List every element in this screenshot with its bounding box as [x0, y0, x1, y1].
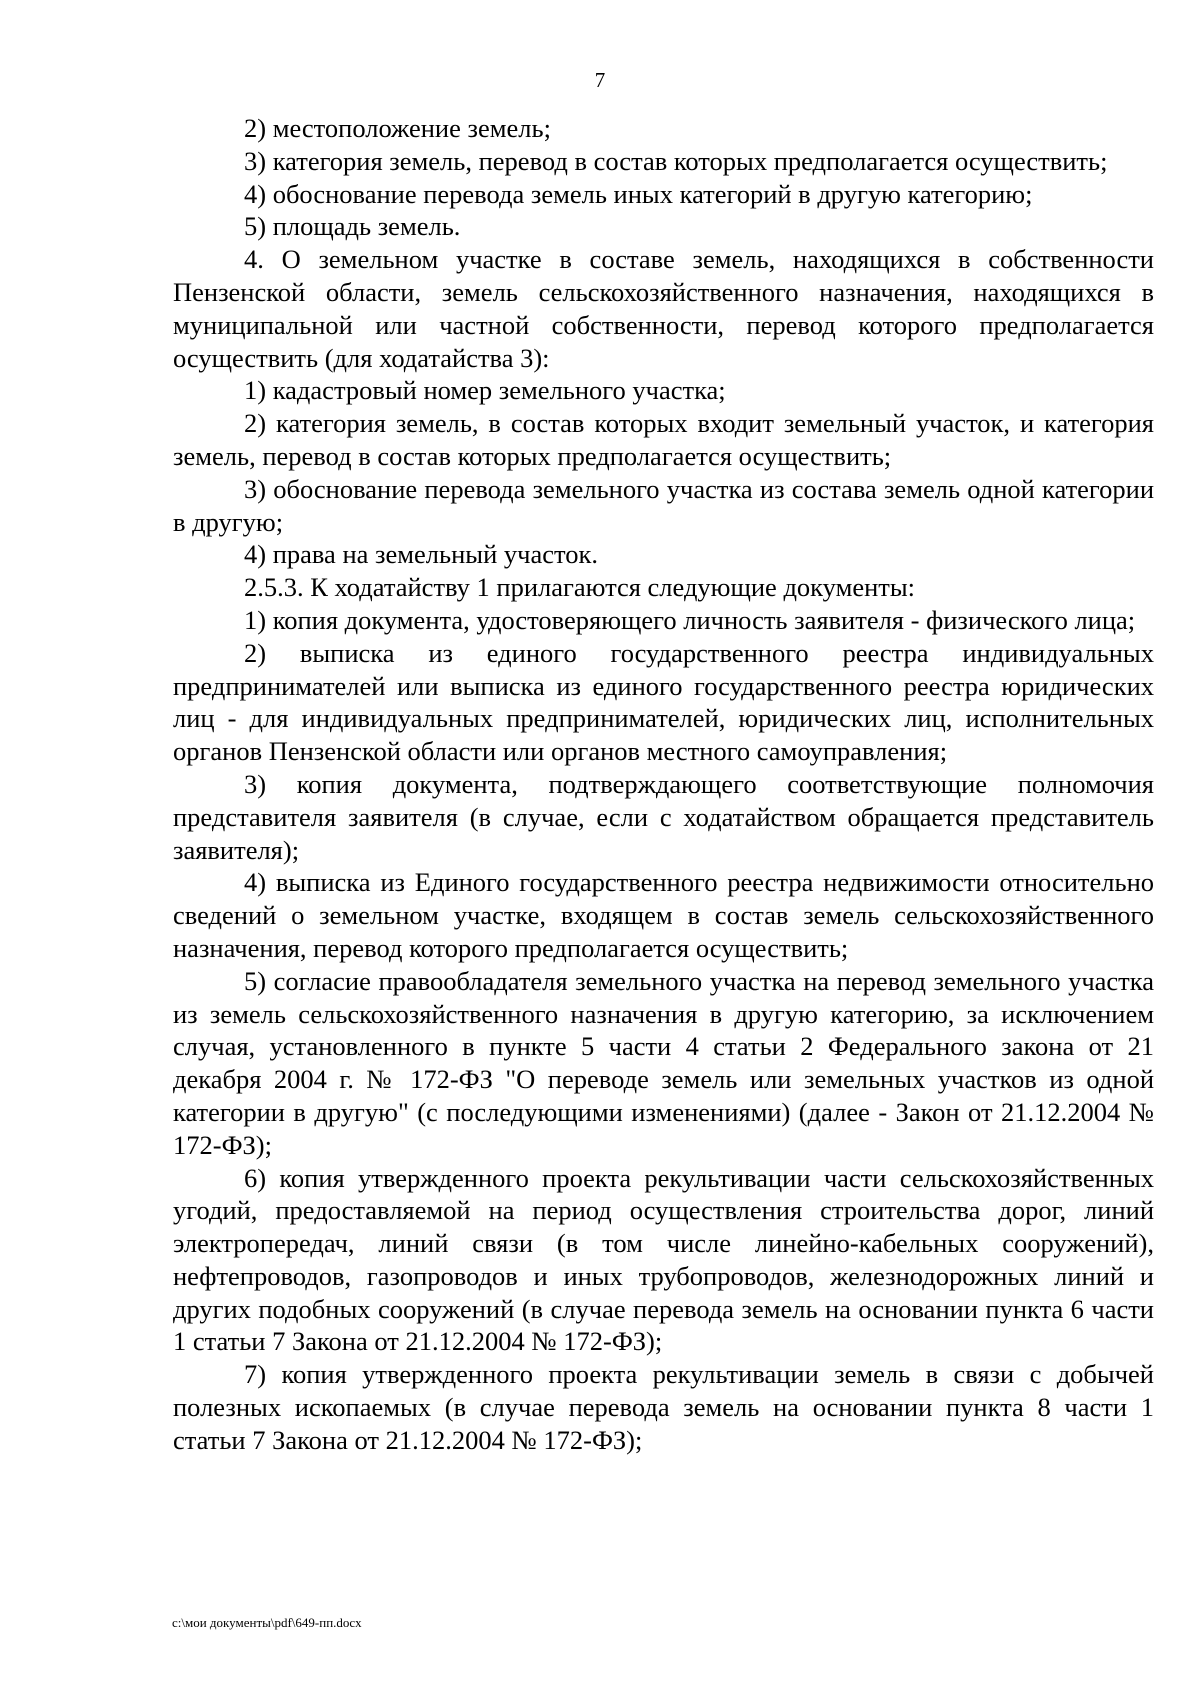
paragraph-section-4-land-plot: 4. О земельном участке в составе земель, находящихся в собственности Пензенской области, земель сельскохозяйственного назначения, находящихся в муниципальной или частной собственности, перевод которого предполагается осуществить (для ходатайства 3):	[173, 244, 1154, 373]
paragraph-item-2-land-category: 2) категория земель, в состав которых входит земельный участок, и категория земель, перевод в состав которых предполагается осуществить;	[173, 408, 1154, 471]
paragraph-doc-7-mining-recultivation: 7) копия утвержденного проекта рекультивации земель в связи с добычей полезных ископаемых (в случае перевода земель на основании пункта 8 части 1 статьи 7 Закона от 21.12.2004 № 172-ФЗ);	[173, 1359, 1154, 1455]
paragraph-item-1-cadastral-number: 1) кадастровый номер земельного участка;	[244, 375, 726, 406]
paragraph-doc-6-recultivation-project: 6) копия утвержденного проекта рекультивации части сельскохозяйственных угодий, предоставляемой на период осуществления строительства дорог, линий электропередач, линий связи (в том числе линейно-кабельных сооружений), нефтепроводов, газопроводов и иных трубопроводов, железнодорожных линий и других подобных сооружений (в случае перевода земель на основании пункта 6 части 1 статьи 7 Закона от 21.12.2004 № 172-ФЗ);	[173, 1162, 1154, 1357]
paragraph-doc-5-owner-consent: 5) согласие правообладателя земельного участка на перевод земельного участка из земель сельскохозяйственного назначения в другую категорию, за исключением случая, установленного в пункте 5 части 4 статьи 2 Федерального закона от 21 декабря 2004 г. № 172-ФЗ "О переводе земель или земельных участков из одной категории в другую" (с последующими изменениями) (далее - Закон от 21.12.2004 № 172-ФЗ);	[173, 965, 1154, 1160]
paragraph-doc-1-identity: 1) копия документа, удостоверяющего личность заявителя - физического лица;	[244, 604, 1136, 635]
document-body	[173, 112, 1154, 1457]
paragraph-section-2-5-3: 2.5.3. К ходатайству 1 прилагаются следующие документы:	[244, 572, 916, 603]
paragraph-item-5-area: 5) площадь земель.	[244, 211, 461, 242]
paragraph-item-3-plot-justification: 3) обоснование перевода земельного участка из состава земель одной категории в другую;	[173, 473, 1154, 537]
paragraph-doc-4-egrn-extract: 4) выписка из Единого государственного реестра недвижимости относительно сведений о земельном участке, входящем в состав земель сельскохозяйственного назначения, перевод которого предполагается осуществить;	[173, 867, 1154, 963]
paragraph-item-2-location: 2) местоположение земель;	[244, 113, 551, 143]
footer-file-path: c:\мои документы\pdf\649-пп.docx	[172, 1615, 362, 1630]
paragraph-doc-3-authority: 3) копия документа, подтверждающего соответствующие полномочия представителя заявителя (в случае, если с ходатайством обращается представитель заявителя);	[173, 768, 1154, 865]
paragraph-doc-2-registry-extract: 2) выписка из единого государственного реестра индивидуальных предпринимателей или выписка из единого государственного реестра юридических лиц - для индивидуальных предпринимателей, юридических лиц, исполнительных органов Пензенской области или органов местного самоуправления;	[173, 637, 1154, 767]
page-number: 7	[594, 68, 606, 92]
paragraph-item-4-rights: 4) права на земельный участок.	[244, 539, 598, 570]
paragraph-item-3-target-category: 3) категория земель, перевод в состав которых предполагается осуществить;	[244, 145, 1108, 176]
paragraph-item-4-justification: 4) обоснование перевода земель иных категорий в другую категорию;	[244, 178, 1033, 209]
